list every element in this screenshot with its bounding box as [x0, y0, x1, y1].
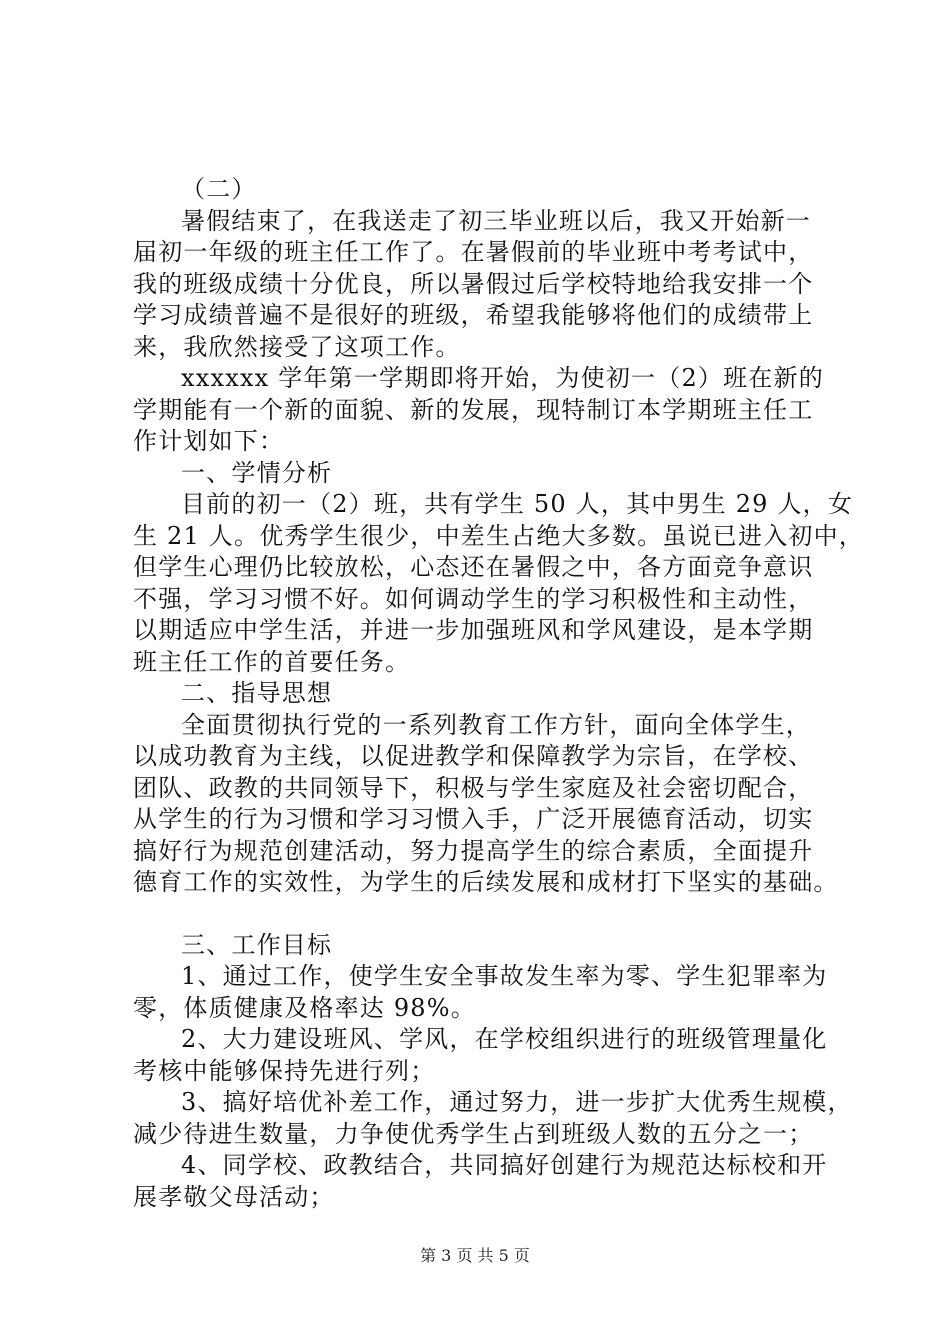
paragraph-line: 以期适应中学生活，并进一步加强班风和学风建设，是本学期 [133, 616, 814, 644]
document-body [133, 174, 864, 1213]
list-item-line: 零，体质健康及格率达 98%。 [133, 993, 476, 1022]
list-item-line: 减少待进生数量，力争使优秀学生占到班级人数的五分之一； [133, 1119, 814, 1148]
paragraph-line: 目前的初一（2）班，共有学生 50 人，其中男生 29 人，女 [181, 490, 854, 518]
paragraph-line: 但学生心理仍比较放松，心态还在暑假之中，各方面竞争意识 [133, 553, 814, 581]
list-item-line: 1、通过工作，使学生安全事故发生率为零、学生犯罪率为 [181, 962, 828, 990]
paragraph-line: 生 21 人。优秀学生很少，中差生占绝大多数。虽说已进入初中， [133, 521, 864, 550]
paragraph-line: 班主任工作的首要任务。 [133, 647, 411, 676]
section-heading-guidance: 二、指导思想 [181, 679, 333, 707]
list-item-line: 展孝敬父母活动； [133, 1182, 335, 1211]
paragraph-line: 从学生的行为习惯和学习习惯入手，广泛开展德育活动，切实 [133, 805, 814, 833]
section-heading: （二） [181, 175, 257, 203]
paragraph-line: 学期能有一个新的面貌、新的发展，现特制订本学期班主任工 [133, 395, 814, 424]
paragraph-line: 以成功教育为主线，以促进教学和保障教学为宗旨，在学校、 [133, 742, 814, 770]
section-heading-goals: 三、工作目标 [181, 930, 333, 959]
paragraph-line: 学习成绩普遍不是很好的班级，希望我能够将他们的成绩带上 [133, 301, 814, 329]
list-item-line: 3、搞好培优补差工作，通过努力，进一步扩大优秀生规模， [181, 1088, 853, 1116]
paragraph-line: 暑假结束了，在我送走了初三毕业班以后，我又开始新一 [181, 206, 811, 235]
paragraph-line: 作计划如下： [133, 427, 285, 455]
paragraph-line: 不强，学习习惯不好。如何调动学生的学习积极性和主动性， [133, 584, 814, 613]
paragraph-line: 届初一年级的班主任工作了。在暑假前的毕业班中考考试中， [133, 238, 814, 266]
page-number: 第 3 页 共 5 页 [420, 1246, 530, 1265]
paragraph-line: xxxxxx 学年第一学期即将开始，为使初一（2）班在新的 [181, 364, 824, 392]
list-item-line: 4、同学校、政教结合，共同搞好创建行为规范达标校和开 [181, 1151, 828, 1179]
paragraph-line: 搞好行为规范创建活动，努力提高学生的综合素质，全面提升 [133, 836, 814, 865]
paragraph-line: 我的班级成绩十分优良，所以暑假过后学校特地给我安排一个 [133, 269, 814, 298]
section-heading-analysis: 一、学情分析 [181, 458, 333, 487]
paragraph-line: 全面贯彻执行党的一系列教育工作方针，面向全体学生， [181, 710, 811, 739]
list-item-line: 2、大力建设班风、学风，在学校组织进行的班级管理量化 [181, 1025, 828, 1053]
list-item-line: 考核中能够保持先进行列； [133, 1056, 436, 1085]
paragraph-line: 来，我欣然接受了这项工作。 [133, 332, 461, 361]
paragraph-line: 团队、政教的共同领导下，积极与学生家庭及社会密切配合， [133, 773, 814, 802]
paragraph-line: 德育工作的实效性，为学生的后续发展和成材打下坚实的基础。 [133, 868, 839, 896]
